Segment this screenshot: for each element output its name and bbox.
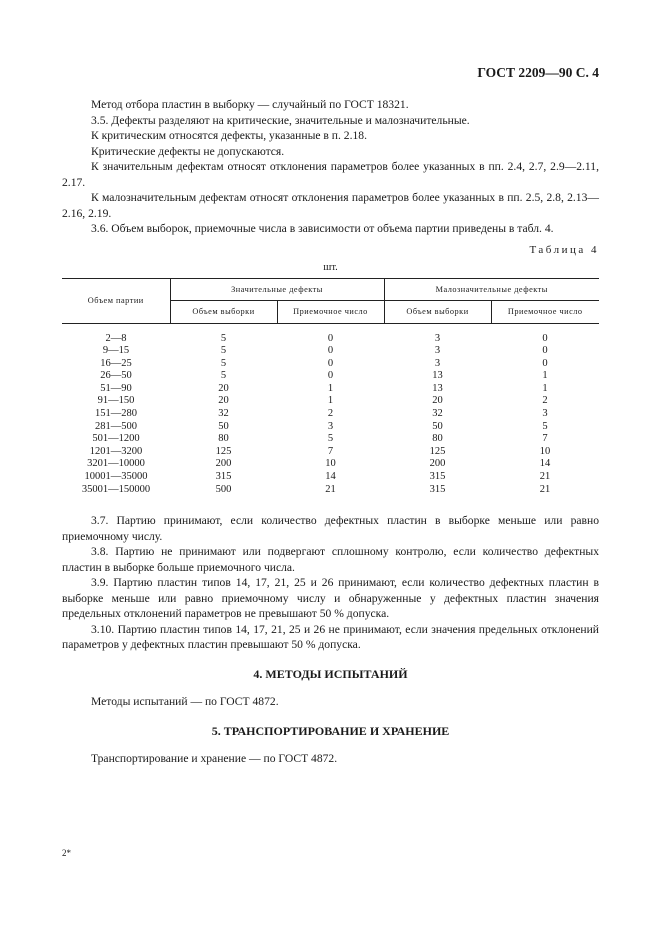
table-cell: 3 (434, 357, 441, 369)
table-cell: 13 (432, 370, 443, 382)
table-cell: 315 (215, 471, 232, 483)
table-row (62, 433, 599, 446)
table-row (62, 408, 599, 421)
page-header: ГОСТ 2209—90 С. 4 (477, 65, 599, 80)
table-cell: 50 (432, 420, 443, 432)
table-cell: 10 (325, 458, 336, 470)
paragraph: К значительным дефектам относят отклонения параметров более указанных в пп. 2.4, 2.7, 2.9—2.11, 2.17. (62, 160, 599, 189)
table-cell: 3 (434, 345, 441, 357)
table-cell: 3201—10000 (87, 458, 145, 470)
table-cell: 16—25 (100, 357, 132, 369)
table-cell: 91—150 (97, 395, 135, 407)
table-unit: шт. (323, 262, 338, 273)
paragraph: 3.8. Партию не принимают или подвергают сплошному контролю, если количество дефектных пластин в выборке больше приемочного числа. (62, 545, 599, 574)
table-caption: Таблица 4 (529, 243, 599, 256)
table-cell: 50 (218, 420, 229, 432)
table-cell: 20 (218, 395, 229, 407)
table-cell: 200 (429, 458, 446, 470)
table-cell: 0 (327, 332, 334, 344)
table-cell: 1201—3200 (89, 445, 143, 457)
table-row (62, 345, 599, 358)
paragraph: Метод отбора пластин в выборку — случайный по ГОСТ 18321. (91, 98, 409, 111)
table-cell: 20 (432, 395, 443, 407)
table-cell: 125 (429, 445, 446, 457)
section-5-text: Транспортирование и хранение — по ГОСТ 4872. (91, 752, 338, 766)
paragraph: К малозначительным дефектам относят отклонения параметров более указанных в пп. 2.5, 2.8, 2.13—2.16, 2.19. (62, 191, 599, 220)
table-cell: 5 (327, 433, 334, 445)
table-cell: 21 (325, 483, 336, 495)
table-cell: 1 (327, 395, 334, 407)
group-minor: Малозначительные дефекты (384, 278, 599, 301)
paragraph: 3.7. Партию принимают, если количество дефектных пластин в выборке меньше или равно приемочному числу. (62, 514, 599, 543)
table-cell: 501—1200 (92, 433, 140, 445)
paragraph: Критические дефекты не допускаются. (91, 144, 285, 158)
table-cell: 5 (220, 332, 227, 344)
table-cell: 80 (432, 433, 443, 445)
table-cell: 200 (215, 458, 232, 470)
paragraph: К критическим относятся дефекты, указанные в п. 2.18. (91, 129, 367, 142)
table-cell: 3 (434, 332, 441, 344)
paragraph: 3.9. Партию пластин типов 14, 17, 21, 25 и 26 принимают, если количество дефектных пластин в выборке меньше или равно приемочному числу и обнаруженные у дефектных пластин значения предельных отклонений параметров не превышают 50 % допуска. (62, 576, 599, 621)
table-cell: 281—500 (95, 420, 137, 432)
table-cell: 7 (542, 433, 548, 445)
table-row (62, 395, 599, 408)
paragraph: 3.10. Партию пластин типов 14, 17, 21, 25 и 26 не принимают, если значения предельных отклонений параметров у дефектных пластин превышают 50 % допуска. (62, 622, 599, 652)
col-acceptance-number: Приемочное число (277, 301, 384, 324)
table-cell: 51—90 (100, 382, 132, 394)
table-row (62, 383, 599, 396)
section-4-title: 4. МЕТОДЫ ИСПЫТАНИЙ (253, 666, 408, 681)
table-cell: 13 (432, 382, 443, 394)
table-cell: 0 (542, 357, 548, 369)
table-cell: 5 (220, 357, 227, 369)
table-cell: 9—15 (102, 345, 130, 357)
table-cell: 32 (218, 408, 229, 420)
paragraph: 3.6. Объем выборок, приемочные числа в зависимости от объема партии приведены в табл. 4. (91, 222, 554, 235)
table-row (62, 323, 599, 345)
table-row (62, 471, 599, 484)
table-row (62, 446, 599, 459)
col-acceptance-number: Приемочное число (491, 301, 599, 324)
table-cell: 500 (215, 483, 232, 495)
table-cell: 2—8 (105, 332, 127, 344)
footer-mark: 2* (62, 848, 71, 858)
table-cell: 0 (327, 345, 334, 357)
table-cell: 3 (542, 408, 548, 420)
table-cell: 2 (327, 408, 334, 420)
section-5-title: 5. ТРАНСПОРТИРОВАНИЕ И ХРАНЕНИЕ (211, 723, 450, 738)
table-cell: 80 (218, 433, 229, 445)
document-body (62, 97, 599, 767)
table-cell: 315 (429, 483, 446, 495)
table-cell: 1 (327, 382, 334, 394)
table-cell: 10 (539, 445, 551, 457)
table-cell: 5 (220, 370, 227, 382)
table-cell: 5 (220, 345, 227, 357)
group-significant: Значительные дефекты (170, 278, 384, 301)
table-cell: 14 (325, 471, 336, 483)
section-4-text: Методы испытаний — по ГОСТ 4872. (91, 695, 279, 709)
table-cell: 125 (215, 445, 232, 457)
table-cell: 32 (432, 408, 443, 420)
table-cell: 7 (327, 445, 334, 457)
table-cell: 0 (542, 345, 548, 357)
table-cell: 20 (218, 382, 229, 394)
table-cell: 151—280 (95, 408, 137, 420)
table-body (62, 323, 599, 496)
table-cell: 0 (327, 370, 334, 382)
table-cell: 0 (542, 332, 548, 344)
table-row (62, 358, 599, 371)
acceptance-table (62, 278, 599, 497)
table-cell: 1 (542, 370, 548, 382)
table-cell: 315 (429, 471, 446, 483)
table-cell: 21 (539, 471, 551, 483)
paragraph: 3.5. Дефекты разделяют на критические, значительные и малозначительные. (91, 113, 470, 127)
table-cell: 10001—35000 (84, 471, 148, 483)
col-sample-size: Объем выборки (384, 301, 491, 324)
table-row (62, 370, 599, 383)
table-cell: 14 (539, 458, 551, 470)
table-cell: 2 (542, 395, 548, 407)
col-lot-size: Объем партии (62, 278, 170, 323)
table-row (62, 484, 599, 497)
table-row (62, 458, 599, 471)
table-cell: 26—50 (100, 370, 132, 382)
table-cell: 1 (542, 382, 548, 394)
table-cell: 21 (539, 483, 551, 495)
col-sample-size: Объем выборки (170, 301, 277, 324)
table-cell: 0 (327, 357, 334, 369)
table-row (62, 421, 599, 434)
table-cell: 3 (327, 420, 334, 432)
table-cell: 35001—150000 (81, 483, 151, 495)
table-cell: 5 (542, 420, 548, 432)
